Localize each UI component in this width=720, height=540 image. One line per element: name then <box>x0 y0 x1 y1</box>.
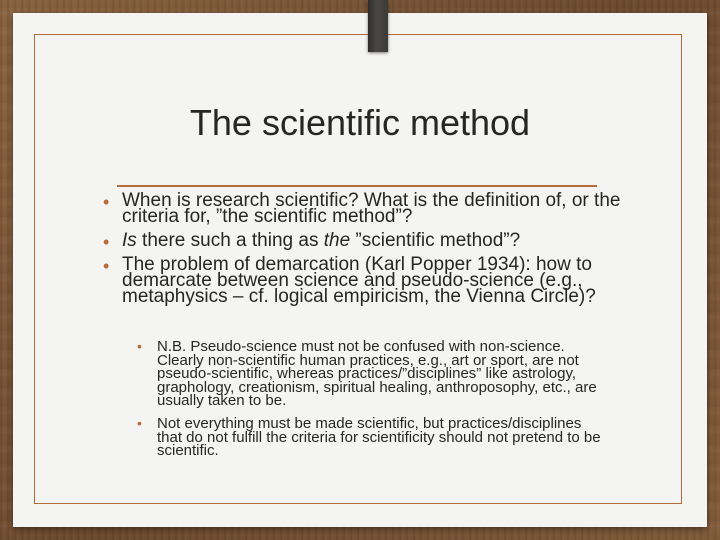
bullet-item <box>103 190 623 227</box>
sub-bullet-text: N.B. Pseudo-science must not be confused with non-science. Clearly non-scientific human practices, e.g., art or sport, are not pseudo-scientific, whereas practices/”disciplines” like astrology, graphology, creationism, spiritual healing, anthroposophy, etc., are usually taken to be. <box>157 338 597 410</box>
sub-bullet-list <box>137 340 607 467</box>
bullet-text: there such a thing as <box>136 230 324 251</box>
bullet-text: When is research scientific? What is the definition of, or the criteria for, ”the scientific method”? <box>122 190 621 227</box>
bullet-text-emphasis: the <box>323 230 351 251</box>
sub-bullet-item <box>137 414 607 460</box>
bullet-dot-icon: • <box>103 232 110 252</box>
bullet-text: The problem of demarcation (Karl Popper 1934): how to demarcate between science and pseudo-science (e.g., metaphysics – cf. logical empiricism, the Vienna Circle)? <box>122 254 596 307</box>
bullet-item <box>103 254 623 307</box>
bullet-text: ”scientific method”? <box>350 230 521 251</box>
bullet-dot-icon: • <box>103 256 110 276</box>
binder-clip-icon <box>368 0 388 52</box>
main-bullet-list <box>103 190 623 313</box>
bullet-dot-icon: • <box>137 338 142 354</box>
bullet-dot-icon: • <box>137 414 142 431</box>
slide-title: The scientific method <box>189 102 531 143</box>
title-divider <box>117 185 597 187</box>
bullet-item <box>103 230 623 252</box>
bullet-text-emphasis: Is <box>122 230 137 251</box>
sub-bullet-text: Not everything must be made scientific, but practices/disciplines that do not fulfill the criteria for scientificity should not pretend to be scientific. <box>157 414 601 460</box>
bullet-dot-icon: • <box>103 192 110 212</box>
sub-bullet-item <box>137 340 607 408</box>
